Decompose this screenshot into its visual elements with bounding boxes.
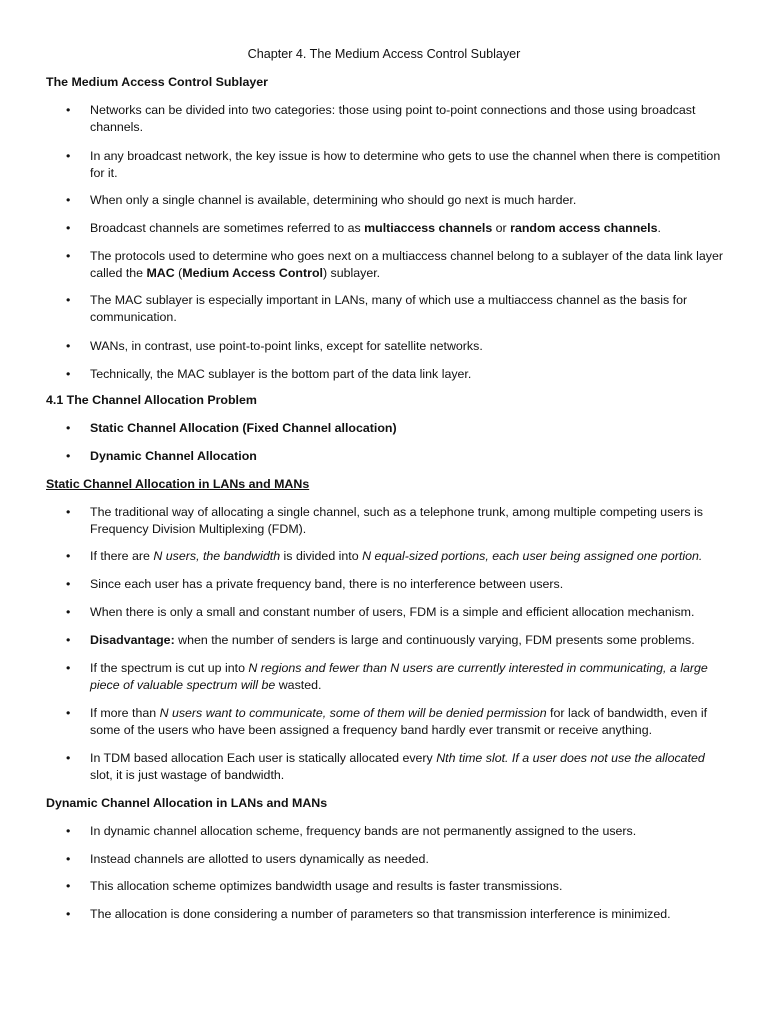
list-item [66, 420, 726, 437]
list-item-text: This allocation scheme optimizes bandwidth usage and results is faster transmissions. [90, 879, 563, 893]
list-item-text: WANs, in contrast, use point-to-point links, except for satellite networks. [90, 339, 483, 353]
bold-term: Disadvantage: [90, 633, 175, 647]
list-item [66, 823, 726, 840]
bullet: • [66, 249, 71, 263]
list-item [66, 750, 726, 784]
bullet: • [66, 293, 71, 307]
list-item-text: The allocation is done considering a number of parameters so that transmission interference is minimized. [90, 907, 671, 921]
bullet: • [66, 339, 71, 353]
list-item-text: In any broadcast network, the key issue is how to determine who gets to use the channel when there is competition for it. [90, 149, 721, 180]
list-item [66, 220, 726, 237]
list-item-text: If the spectrum is cut up into N regions and fewer than N users are currently interested in communicating, a large piece of valuable spectrum will be wasted. [90, 661, 708, 692]
bullet: • [66, 449, 71, 463]
bold-term: MAC [146, 266, 175, 280]
bullet: • [66, 907, 71, 921]
list-item-text: The traditional way of allocating a single channel, such as a telephone trunk, among multiple competing users is Frequency Division Multiplexing (FDM). [90, 505, 703, 536]
list-item-text: Technically, the MAC sublayer is the bottom part of the data link layer. [90, 367, 472, 381]
list-item [66, 504, 726, 538]
bullet: • [66, 633, 71, 647]
bullet: • [66, 549, 71, 563]
list-item-text: Static Channel Allocation (Fixed Channel allocation) [90, 421, 397, 435]
bullet: • [66, 661, 71, 675]
list-item-text: If more than N users want to communicate, some of them will be denied permission for lack of bandwidth, even if some of the users who have been assigned a frequency band hardly ever transmit or receive anything. [90, 706, 708, 737]
list-item-text: The MAC sublayer is especially important in LANs, many of which use a multiaccess channel as the basis for communication. [90, 293, 688, 324]
list-item [66, 660, 726, 694]
bullet: • [66, 149, 71, 163]
section-heading-dynamic-allocation: Dynamic Channel Allocation in LANs and MANs [46, 796, 328, 810]
bullet: • [66, 221, 71, 235]
bold-term: Medium Access Control [182, 266, 323, 280]
list-item-text: Broadcast channels are sometimes referred to as multiaccess channels or random access channels. [90, 221, 661, 235]
list-item-text: If there are N users, the bandwidth is divided into N equal-sized portions, each user being assigned one portion. [90, 549, 703, 563]
section-heading-channel-allocation: 4.1 The Channel Allocation Problem [46, 393, 257, 407]
list-item-text: Instead channels are allotted to users dynamically as needed. [90, 852, 429, 866]
list-item [66, 292, 726, 326]
bullet: • [66, 193, 71, 207]
bullet: • [66, 505, 71, 519]
bullet: • [66, 103, 71, 117]
list-item [66, 632, 726, 649]
list-item [66, 576, 726, 593]
list-item [66, 448, 726, 465]
list-item-text: In TDM based allocation Each user is statically allocated every Nth time slot. If a user does not use the allocated slot, it is just wastage of bandwidth. [90, 751, 705, 782]
list-item-text: In dynamic channel allocation scheme, frequency bands are not permanently assigned to the users. [90, 824, 637, 838]
bullet: • [66, 879, 71, 893]
list-item-text: When there is only a small and constant number of users, FDM is a simple and efficient allocation mechanism. [90, 605, 695, 619]
list-item-text: Since each user has a private frequency band, there is no interference between users. [90, 577, 564, 591]
list-item-text: Disadvantage: when the number of senders is large and continuously varying, FDM presents some problems. [90, 633, 695, 647]
bullet: • [66, 421, 71, 435]
section-heading-mac: The Medium Access Control Sublayer [46, 75, 268, 89]
list-item [66, 102, 726, 136]
list-item [66, 338, 726, 355]
bullet: • [66, 751, 71, 765]
bullet: • [66, 605, 71, 619]
bullet: • [66, 852, 71, 866]
list-item [66, 366, 726, 383]
chapter-title: Chapter 4. The Medium Access Control Sublayer [247, 47, 521, 61]
list-item [66, 906, 726, 923]
list-item [66, 878, 726, 895]
list-item [66, 548, 726, 565]
list-item-text: Dynamic Channel Allocation [90, 449, 257, 463]
list-item-text: When only a single channel is available, determining who should go next is much harder. [90, 193, 577, 207]
list-item [66, 248, 726, 282]
bold-term: random access channels [510, 221, 658, 235]
list-item-text: Networks can be divided into two categories: those using point to-point connections and those using broadcast channels. [90, 103, 696, 134]
list-item [66, 192, 726, 209]
list-item [66, 851, 726, 868]
bullet: • [66, 706, 71, 720]
list-item [66, 604, 726, 621]
bullet: • [66, 367, 71, 381]
bullet: • [66, 824, 71, 838]
bullet: • [66, 577, 71, 591]
list-item [66, 705, 726, 739]
section-heading-static-allocation: Static Channel Allocation in LANs and MANs [46, 477, 310, 491]
list-item [66, 148, 726, 182]
list-item-text: The protocols used to determine who goes next on a multiaccess channel belong to a sublayer of the data link layer called the MAC (Medium Access Control) sublayer. [90, 249, 723, 280]
bold-term: multiaccess channels [364, 221, 493, 235]
